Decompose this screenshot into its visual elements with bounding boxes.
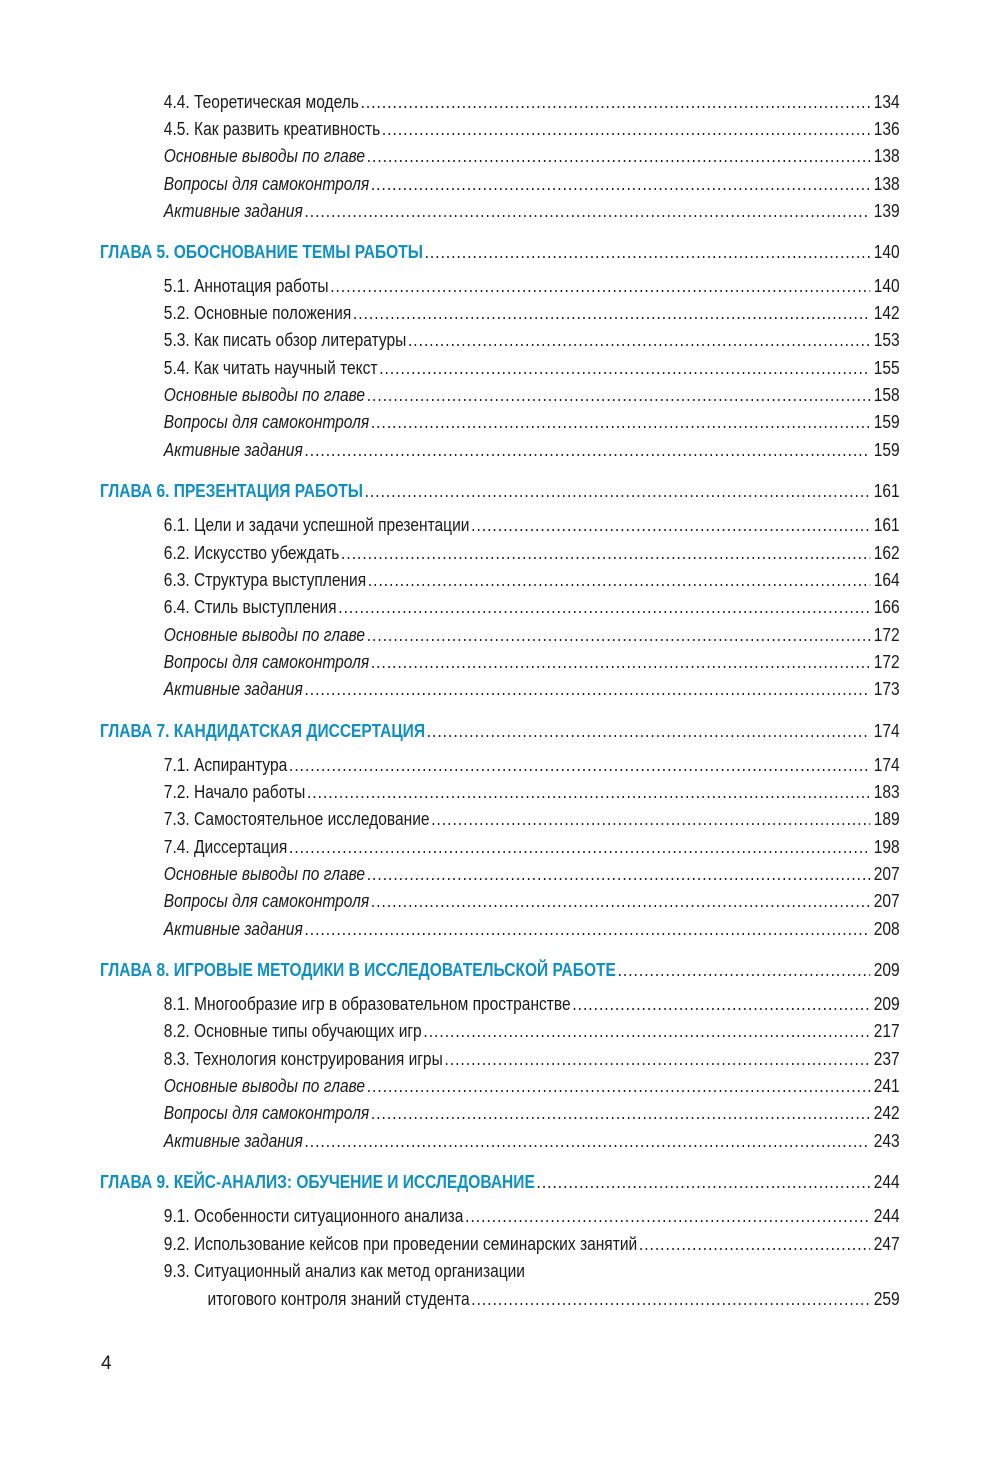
toc-entry-page: 172: [873, 624, 900, 645]
toc-entry-title: Основные выводы по главе: [163, 384, 366, 405]
dot-leader: [408, 327, 870, 353]
dot-leader: [330, 273, 870, 299]
chapter-heading: [0, 957, 900, 983]
toc-entry-page: 198: [873, 836, 900, 857]
toc-entry-title: 9.3. Ситуационный анализ как метод организации: [163, 1260, 525, 1281]
toc-entry: [0, 594, 900, 620]
toc-entry-page: 207: [873, 863, 900, 884]
chapter-title: ГЛАВА 8. ИГРОВЫЕ МЕТОДИКИ В ИССЛЕДОВАТЕЛЬСКОЙ РАБОТЕ: [99, 959, 616, 980]
chapter-title: ГЛАВА 9. КЕЙС-АНАЛИЗ: ОБУЧЕНИЕ И ИССЛЕДОВАНИЕ: [99, 1171, 535, 1192]
toc-entry: [0, 779, 900, 805]
chapter-title: ГЛАВА 7. КАНДИДАТСКАЯ ДИССЕРТАЦИЯ: [99, 720, 426, 741]
toc-entry: [0, 649, 900, 675]
dot-leader: [367, 1073, 871, 1099]
toc-entry: [0, 991, 900, 1017]
toc-entry-title: Вопросы для самоконтроля: [163, 411, 370, 432]
toc-entry: [0, 1018, 900, 1044]
toc-entry-title: итогового контроля знаний студента: [207, 1288, 470, 1309]
toc-entry-title: Вопросы для самоконтроля: [163, 651, 370, 672]
toc-entry-page: 217: [873, 1020, 900, 1041]
toc-entry: [0, 1073, 900, 1099]
dot-leader: [341, 540, 870, 566]
toc-entry-page: 241: [873, 1075, 900, 1096]
toc-entry-title: Активные задания: [163, 439, 303, 460]
toc-entry-page: 247: [873, 1233, 900, 1254]
dot-leader: [465, 1203, 870, 1229]
toc-entry-page: 134: [873, 91, 900, 112]
toc-entry: [0, 806, 900, 832]
toc-entry-page: 174: [873, 754, 900, 775]
toc-entry: [0, 861, 900, 887]
dot-leader: [338, 594, 870, 620]
toc-entry-title: Основные выводы по главе: [163, 1075, 366, 1096]
toc-entry-page: 136: [873, 118, 900, 139]
toc-entry-page: 153: [873, 329, 900, 350]
toc-entry: [0, 1231, 900, 1257]
dot-leader: [371, 1100, 870, 1126]
dot-leader: [304, 437, 870, 463]
toc-entry: [0, 1203, 900, 1229]
dot-leader: [371, 649, 870, 675]
toc-entry-title: Вопросы для самоконтроля: [163, 890, 370, 911]
dot-leader: [367, 622, 871, 648]
toc-entry: [0, 143, 900, 169]
toc-entry: [0, 512, 900, 538]
toc-entry: [0, 171, 900, 197]
toc-entry-page: 209: [873, 959, 900, 980]
toc-entry: [0, 834, 900, 860]
toc-entry: [0, 752, 900, 778]
toc-entry: [0, 916, 900, 942]
toc-entry-title: 7.4. Диссертация: [163, 836, 288, 857]
chapter-heading: [0, 718, 900, 744]
toc-entry-page: 172: [873, 651, 900, 672]
chapter-heading: [0, 239, 900, 265]
toc-entry: [0, 1046, 900, 1072]
chapter-title: ГЛАВА 5. ОБОСНОВАНИЕ ТЕМЫ РАБОТЫ: [99, 241, 423, 262]
toc-entry-page: 140: [873, 241, 900, 262]
toc-entry-page: 242: [873, 1102, 900, 1123]
toc-entry-title: Активные задания: [163, 678, 303, 699]
toc-entry-title: Основные выводы по главе: [163, 624, 366, 645]
toc-entry-title: 5.1. Аннотация работы: [163, 275, 329, 296]
toc-entry-page: 189: [873, 808, 900, 829]
toc-entry-page: 142: [873, 302, 900, 323]
toc-entry-page: 162: [873, 542, 900, 563]
toc-entry-title: 6.1. Цели и задачи успешной презентации: [163, 514, 470, 535]
toc-entry-page: 244: [873, 1205, 900, 1226]
toc-entry-page: 244: [873, 1171, 900, 1192]
dot-leader: [304, 676, 870, 702]
page-number: 4: [101, 1353, 112, 1374]
dot-leader: [371, 171, 870, 197]
toc-entry-title: Вопросы для самоконтроля: [163, 173, 370, 194]
toc-entry-page: 161: [873, 480, 900, 501]
dot-leader: [367, 861, 871, 887]
toc-entry: [0, 116, 900, 142]
toc-entry-title: 4.5. Как развить креативность: [163, 118, 381, 139]
toc-entry-page: 140: [873, 275, 900, 296]
toc-entry-continuation: [0, 1286, 900, 1312]
toc-entry: [0, 888, 900, 914]
toc-entry-title: Активные задания: [163, 200, 303, 221]
toc-entry-page: 174: [873, 720, 900, 741]
toc-entry-title: 8.1. Многообразие игр в образовательном пространстве: [163, 993, 571, 1014]
toc-entry-page: 159: [873, 411, 900, 432]
dot-leader: [289, 834, 870, 860]
dot-leader: [307, 779, 870, 805]
dot-leader: [304, 198, 870, 224]
dot-leader: [639, 1231, 870, 1257]
toc-entry: [0, 622, 900, 648]
toc-entry: [0, 300, 900, 326]
toc-entry-page: 209: [873, 993, 900, 1014]
toc-entry-title: 7.2. Начало работы: [163, 781, 306, 802]
toc-entry-page: 259: [873, 1288, 900, 1309]
toc-entry-page: 243: [873, 1130, 900, 1151]
toc-entry: [0, 89, 900, 115]
dot-leader: [423, 1018, 870, 1044]
toc-entry: [0, 437, 900, 463]
dot-leader: [618, 957, 871, 983]
toc-entry-page: 138: [873, 145, 900, 166]
toc-entry-page: 237: [873, 1048, 900, 1069]
toc-entry-page: 208: [873, 918, 900, 939]
toc-entry-title: Активные задания: [163, 1130, 303, 1151]
toc-entry-title: 9.1. Особенности ситуационного анализа: [163, 1205, 464, 1226]
toc-entry-title: 6.4. Стиль выступления: [163, 596, 337, 617]
toc-entry: [0, 409, 900, 435]
toc-entry-title: 5.3. Как писать обзор литературы: [163, 329, 407, 350]
dot-leader: [371, 409, 870, 435]
toc-entry-title: 7.3. Самостоятельное исследование: [163, 808, 430, 829]
toc-entry: [0, 273, 900, 299]
toc-entry-title: Основные выводы по главе: [163, 145, 366, 166]
dot-leader: [471, 1286, 870, 1312]
dot-leader: [572, 991, 870, 1017]
dot-leader: [536, 1169, 870, 1195]
dot-leader: [353, 300, 870, 326]
toc-entry-title: 6.3. Структура выступления: [163, 569, 367, 590]
toc-entry-title: Основные выводы по главе: [163, 863, 366, 884]
toc-entry: [0, 327, 900, 353]
toc-entry-title: 7.1. Аспирантура: [163, 754, 288, 775]
toc-entry: [0, 382, 900, 408]
toc-entry-title: 8.2. Основные типы обучающих игр: [163, 1020, 422, 1041]
toc-entry-title: 6.2. Искусство убеждать: [163, 542, 340, 563]
toc-entry-page: 155: [873, 357, 900, 378]
dot-leader: [361, 89, 871, 115]
toc-entry-page: 166: [873, 596, 900, 617]
toc-entry-page: 158: [873, 384, 900, 405]
toc-entry-page: 138: [873, 173, 900, 194]
dot-leader: [304, 916, 870, 942]
dot-leader: [367, 143, 871, 169]
chapter-heading: [0, 1169, 900, 1195]
toc-entry: [0, 676, 900, 702]
dot-leader: [304, 1128, 870, 1154]
dot-leader: [444, 1046, 870, 1072]
chapter-title: ГЛАВА 6. ПРЕЗЕНТАЦИЯ РАБОТЫ: [99, 480, 363, 501]
toc-entry-title: Активные задания: [163, 918, 303, 939]
dot-leader: [379, 355, 870, 381]
toc-entry: [0, 1100, 900, 1126]
toc-entry: [0, 1128, 900, 1154]
toc-entry-page: 207: [873, 890, 900, 911]
dot-leader: [368, 567, 871, 593]
toc-entry: [0, 355, 900, 381]
toc-entry: [0, 567, 900, 593]
dot-leader: [431, 806, 870, 832]
chapter-heading: [0, 478, 900, 504]
toc-entry: [0, 1258, 840, 1284]
dot-leader: [371, 888, 870, 914]
toc-entry-title: 4.4. Теоретическая модель: [163, 91, 359, 112]
dot-leader: [367, 382, 871, 408]
dot-leader: [427, 718, 871, 744]
dot-leader: [382, 116, 870, 142]
toc-entry-title: 5.4. Как читать научный текст: [163, 357, 378, 378]
toc-entry: [0, 198, 900, 224]
toc-entry-page: 183: [873, 781, 900, 802]
toc-entry-title: 8.3. Технология конструирования игры: [163, 1048, 443, 1069]
toc-entry-title: 5.2. Основные положения: [163, 302, 352, 323]
toc-entry: [0, 540, 900, 566]
dot-leader: [471, 512, 870, 538]
toc-entry-page: 139: [873, 200, 900, 221]
dot-leader: [365, 478, 871, 504]
toc-entry-page: 159: [873, 439, 900, 460]
toc-entry-title: Вопросы для самоконтроля: [163, 1102, 370, 1123]
toc-entry-page: 161: [873, 514, 900, 535]
dot-leader: [289, 752, 870, 778]
toc-entry-page: 164: [873, 569, 900, 590]
toc-entry-title: 9.2. Использование кейсов при проведении семинарских занятий: [163, 1233, 638, 1254]
toc-entry-page: 173: [873, 678, 900, 699]
dot-leader: [425, 239, 871, 265]
